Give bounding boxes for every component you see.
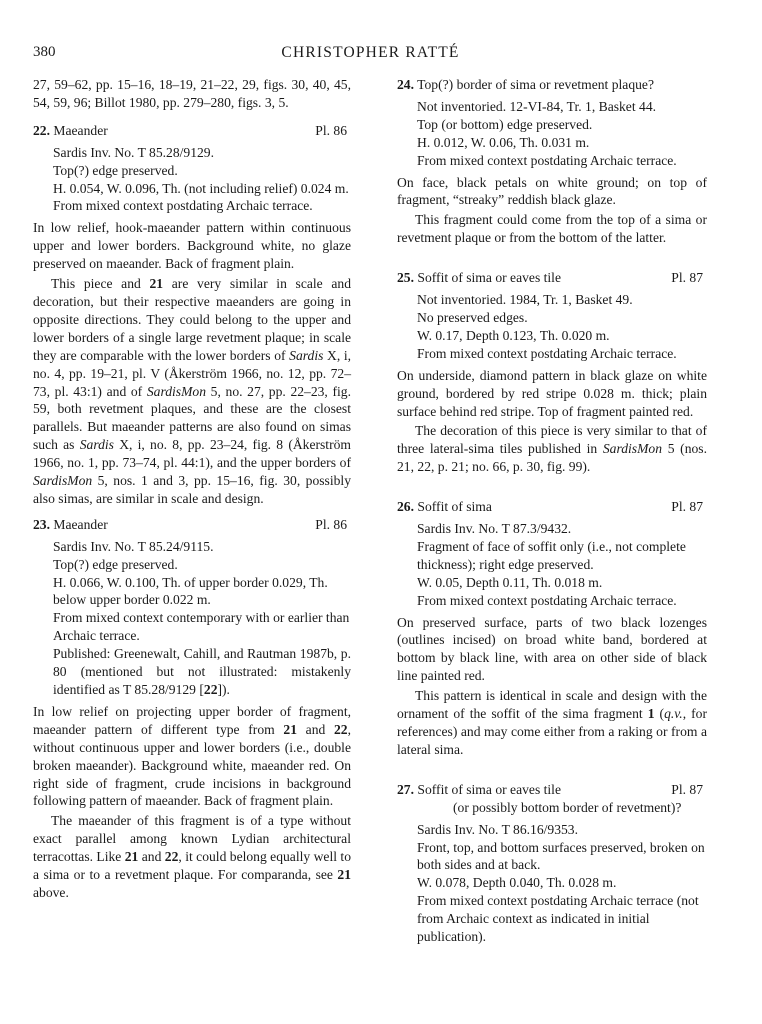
meta-line: From mixed context postdating Archaic terrace (not from Archaic context as indicated in initial publication). [417, 893, 699, 945]
meta-line: From mixed context postdating Archaic terrace. [417, 592, 677, 608]
meta-line: H. 0.066, W. 0.100, Th. of upper border 0.029, Th. below upper border 0.022 m. [53, 574, 328, 608]
running-head: CHRISTOPHER RATTÉ [281, 44, 460, 61]
catalog-entry-26-heading [397, 498, 707, 516]
meta-line: Published: Greenewalt, Cahill, and Rautman 1987b, p. 80 (mentioned but not illustrated: mistakenly identified as T 85.28/9129 [22]). [53, 646, 351, 697]
entry-22-description: In low relief, hook-maeander pattern within continuous upper and lower borders. Background white, no glaze preserved on maeander. Back of fragment plain. [33, 220, 351, 272]
meta-line: From mixed context postdating Archaic terrace. [417, 345, 677, 361]
catalog-entry-25-heading [397, 269, 707, 287]
entry-26-description: On preserved surface, parts of two black lozenges (outlines incised) on broad white band, bordered at bottom by black line, with area on other side of black line painted red. [397, 614, 707, 684]
plate-reference: Pl. 87 [671, 781, 703, 797]
entry-title: Soffit of sima or eaves tile [417, 270, 561, 286]
meta-line: W. 0.17, Depth 0.123, Th. 0.020 m. [417, 327, 610, 343]
entry-27-meta [397, 821, 707, 946]
entry-number: 26. [397, 499, 414, 515]
meta-line: Top (or bottom) edge preserved. [417, 116, 593, 132]
meta-line: From mixed context postdating Archaic terrace. [417, 152, 677, 168]
entry-25-description: On underside, diamond pattern in black glaze on white ground, bordered by red stripe 0.028 m. thick; plain surface behind red stripe. Top of fragment painted red. [397, 367, 707, 419]
meta-line: Top(?) edge preserved. [53, 556, 178, 572]
meta-line: H. 0.054, W. 0.096, Th. (not including relief) 0.024 m. [53, 180, 349, 196]
page-number: 380 [33, 44, 56, 60]
meta-line: Fragment of face of soffit only (i.e., not complete thickness); right edge preserved. [417, 538, 686, 572]
entry-24-discussion: This fragment could come from the top of a sima or revetment plaque or from the bottom of the latter. [397, 212, 707, 246]
continuation-text: 27, 59–62, pp. 15–16, 18–19, 21–22, 29, figs. 30, 40, 45, 54, 59, 96; Billot 1980, pp. 279–280, figs. 3, 5. [33, 77, 351, 110]
entry-title: Maeander [53, 516, 108, 532]
catalog-entry-23-heading [33, 516, 351, 534]
entry-23-meta [33, 538, 351, 699]
meta-line: Not inventoried. 1984, Tr. 1, Basket 49. [417, 292, 633, 308]
plate-reference: Pl. 87 [671, 270, 703, 286]
meta-line: From mixed context postdating Archaic terrace. [53, 198, 313, 214]
entry-number: 27. [397, 781, 414, 797]
entry-number: 25. [397, 270, 414, 286]
entry-23-description: In low relief on projecting upper border of fragment, maeander pattern of different type from 21 and 22, without continuous upper and lower borders (i.e., double broken maeander). Background white, maeander red. On right side of fragment, crude incisions in background following pattern of maeander. Back of fragment plain. [33, 703, 351, 809]
meta-line: Sardis Inv. No. T 85.28/9129. [53, 144, 214, 160]
left-column [33, 76, 351, 902]
meta-line: W. 0.05, Depth 0.11, Th. 0.018 m. [417, 574, 603, 590]
entry-25-meta [397, 291, 707, 363]
plate-reference: Pl. 86 [315, 122, 347, 138]
entry-title: Maeander [53, 122, 108, 138]
entry-24-description: On face, black petals on white ground; on top of fragment, “streaky” reddish black glaze. [397, 174, 707, 208]
entry-25-discussion: The decoration of this piece is very similar to that of three lateral-sima tiles published in SardisMon 5 (nos. 21, 22, p. 21; no. 66, p. 30, fig. 99). [397, 423, 707, 475]
catalog-entry-24-heading [397, 76, 707, 94]
entry-number: 23. [33, 516, 50, 532]
meta-line: Sardis Inv. No. T 87.3/9432. [417, 521, 572, 537]
catalog-entry-27-heading [397, 781, 707, 799]
entry-title: Soffit of sima [417, 499, 492, 515]
entry-title: Top(?) border of sima or revetment plaque? [417, 77, 654, 92]
entry-26-discussion: This pattern is identical in scale and design with the ornament of the soffit of the sima fragment 1 (q.v., for references) and may come either from a raking or from a lateral sima. [397, 688, 707, 757]
meta-line: Front, top, and bottom surfaces preserved, broken on both sides and at back. [417, 839, 705, 873]
meta-line: Not inventoried. 12-VI-84, Tr. 1, Basket 44. [417, 98, 657, 114]
entry-number: 24. [397, 77, 414, 92]
meta-line: Top(?) edge preserved. [53, 162, 178, 178]
entry-22-discussion: This piece and 21 are very similar in scale and decoration, but their respective maeanders are going in opposite directions. They could belong to the upper and lower borders of a single large revetment plaque; in scale they are comparable with the lower borders of Sardis X, i, no. 4, pp. 19–21, pl. V (Åkerström 1966, no. 12, pp. 72–73, pl. 43:1) and of SardisMon 5, no. 27, pp. 22–23, fig. 59, both revetment plaques, and these are the closest parallels. But maeander patterns are also found on simas such as Sardis X, i, no. 8, pp. 23–24, fig. 8 (Åkerström 1966, no. 1, pp. 73–74, pl. 44:1), and the upper borders of SardisMon 5, nos. 1 and 3, pp. 15–16, fig. 30, possibly also simas, are similar in scale and design. [33, 276, 352, 506]
page-header [33, 44, 708, 66]
meta-line: Sardis Inv. No. T 86.16/9353. [417, 821, 578, 837]
entry-26-meta [397, 520, 707, 610]
meta-line: From mixed context contemporary with or earlier than Archaic terrace. [53, 610, 350, 644]
entry-23-discussion: The maeander of this fragment is of a type without exact parallel among known Lydian architectural terracottas. Like 21 and 22, it could belong equally well to a sima or to a revetment plaque. For comparanda, see 21 above. [33, 813, 351, 900]
right-column [397, 76, 707, 946]
plate-reference: Pl. 87 [671, 499, 703, 515]
entry-22-meta [33, 144, 351, 216]
meta-line: No preserved edges. [417, 309, 528, 325]
entry-27-subtitle: (or possibly bottom border of revetment)? [453, 799, 682, 815]
entry-24-meta [397, 98, 707, 170]
catalog-entry-22-heading [33, 122, 351, 140]
plate-reference: Pl. 86 [315, 516, 347, 532]
meta-line: W. 0.078, Depth 0.040, Th. 0.028 m. [417, 875, 617, 891]
meta-line: Sardis Inv. No. T 85.24/9115. [53, 538, 214, 554]
entry-number: 22. [33, 122, 50, 138]
entry-title: Soffit of sima or eaves tile [417, 781, 561, 797]
meta-line: H. 0.012, W. 0.06, Th. 0.031 m. [417, 134, 590, 150]
